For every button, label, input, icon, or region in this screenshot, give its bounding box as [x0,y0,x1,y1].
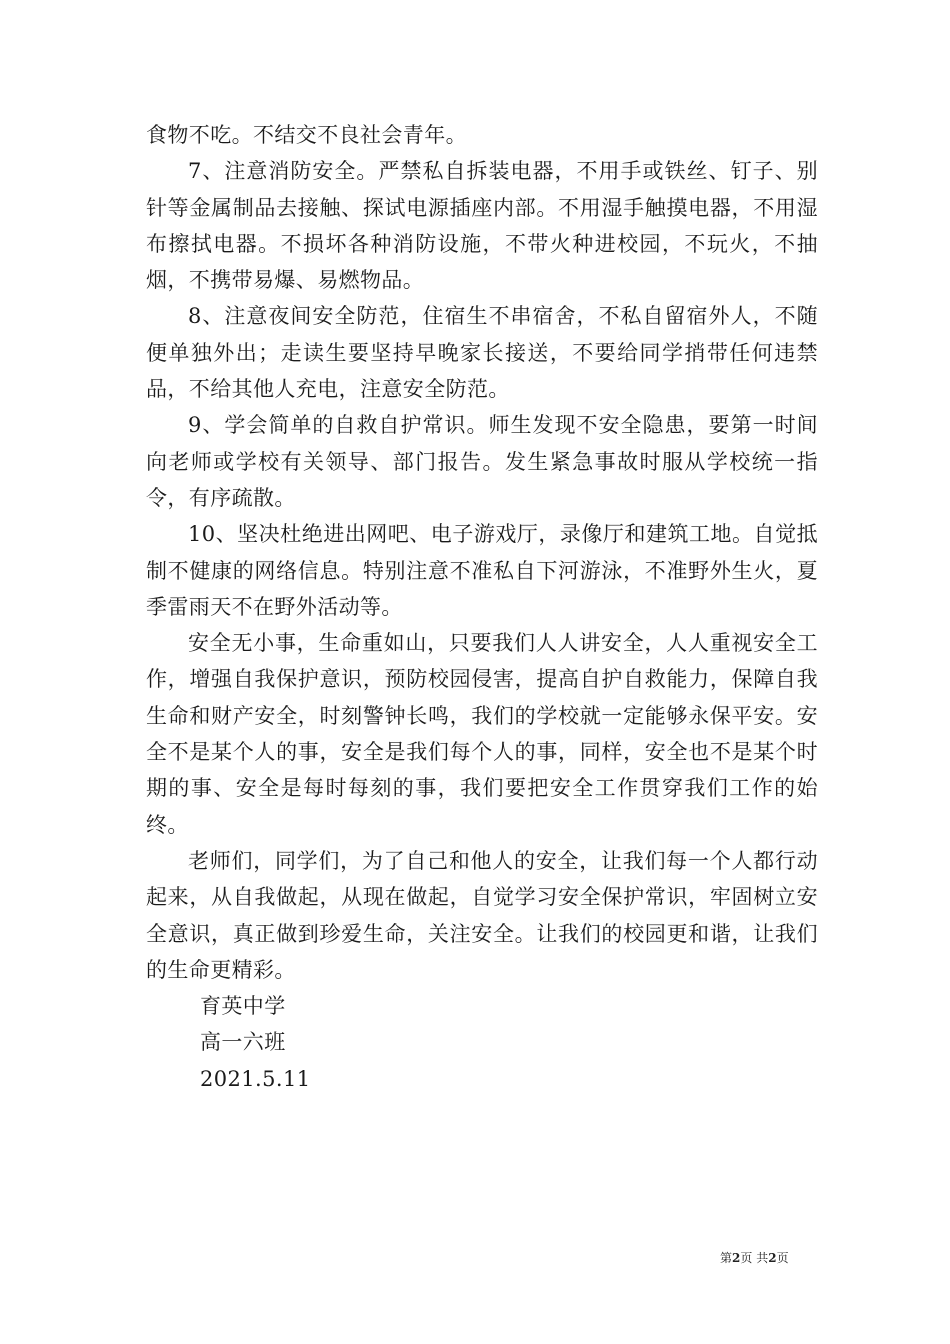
signature-school: 育英中学 [200,994,286,1019]
signature-class: 高一六班 [200,1030,286,1055]
paragraph-item-7: 7、注意消防安全。严禁私自拆装电器，不用手或铁丝、钉子、别针等金属制品去接触、探试电源插座内部。不用湿手触摸电器，不用湿布擦拭电器。不损坏各种消防设施，不带火种进校园，不玩火，不抽烟，不携带易爆、易燃物品。 [146,159,818,293]
footer-middle: 页 共 [740,1251,769,1265]
footer-suffix: 页 [776,1251,789,1265]
page-number-footer [720,1250,789,1266]
paragraph-closing: 老师们，同学们，为了自己和他人的安全，让我们每一个人都行动起来，从自我做起，从现在做起，自觉学习安全保护常识，牢固树立安全意识，真正做到珍爱生命，关注安全。让我们的校园更和谐，让我们的生命更精彩。 [146,848,818,982]
footer-prefix: 第 [720,1251,733,1265]
footer-current-page: 2 [732,1251,741,1265]
footer-total-pages: 2 [768,1251,777,1265]
paragraph-continuation: 食物不吃。不结交不良社会青年。 [146,123,467,147]
paragraph-item-9: 9、学会简单的自救自护常识。师生发现不安全隐患，要第一时间向老师或学校有关领导、部门报告。发生紧急事故时服从学校统一指令，有序疏散。 [146,413,818,510]
paragraph-item-10: 10、坚决杜绝进出网吧、电子游戏厅，录像厅和建筑工地。自觉抵制不健康的网络信息。特别注意不准私自下河游泳，不准野外生火，夏季雷雨天不在野外活动等。 [146,522,818,619]
document-body [146,117,818,1097]
paragraph-summary: 安全无小事，生命重如山，只要我们人人讲安全，人人重视安全工作，增强自我保护意识，预防校园侵害，提高自护自救能力，保障自我生命和财产安全，时刻警钟长鸣，我们的学校就一定能够永保平安。安全不是某个人的事，安全是我们每个人的事，同样，安全也不是某个时期的事、安全是每时每刻的事，我们要把安全工作贯穿我们工作的始终。 [146,631,818,837]
signature-date: 2021.5.11 [200,1066,311,1091]
paragraph-item-8: 8、注意夜间安全防范，住宿生不串宿舍，不私自留宿外人，不随便单独外出；走读生要坚持早晚家长接送，不要给同学捎带任何违禁品，不给其他人充电，注意安全防范。 [146,304,818,402]
